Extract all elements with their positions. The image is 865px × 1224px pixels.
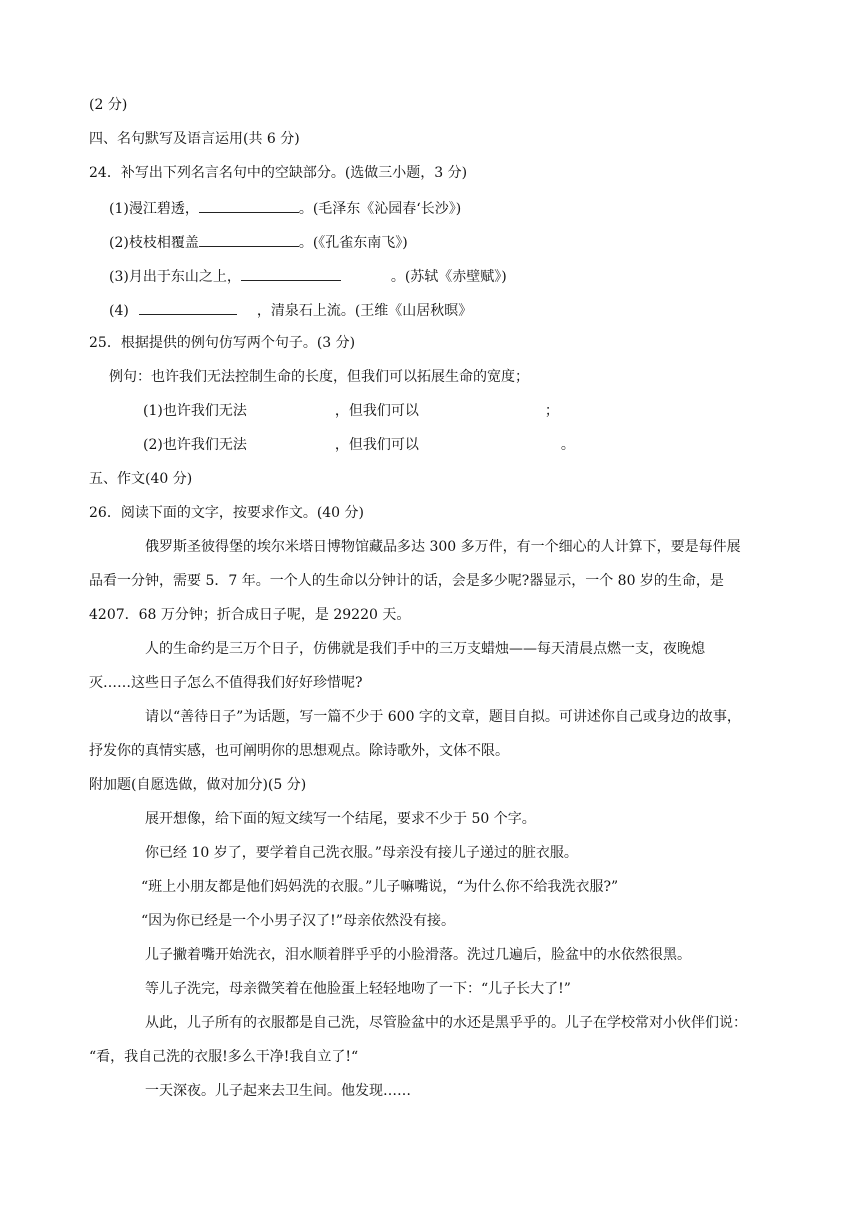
passage-line: 人的生命约是三万个日子，仿佛就是我们手中的三万支蜡烛——每天清晨点燃一支，夜晚熄 — [145, 641, 705, 657]
q25-item-1 — [143, 402, 559, 420]
q24-item-1 — [109, 198, 461, 218]
score-note: (2 分) — [89, 97, 128, 113]
q24-item-4-post: ，清泉石上流。(王维《山居秋暝》 — [256, 303, 473, 319]
story-line: “班上小朋友都是他们妈妈洗的衣服。”儿子嘛嘴说，“为什么你不给我洗衣服?” — [141, 879, 619, 895]
q24-item-3-post: 。(苏轼《赤壁赋》) — [390, 269, 507, 285]
story-line: 儿子撇着嘴开始洗衣，泪水顺着胖乎乎的小脸滑落。洗过几遍后，脸盆中的水依然很黑。 — [145, 947, 691, 963]
q25-item-2-b: ，但我们可以 — [334, 437, 419, 453]
q24-item-2 — [109, 232, 408, 252]
story-line: 从此，儿子所有的衣服都是自己洗，尽管脸盆中的水还是黑乎乎的。儿子在学校常对小伙伴们说： — [145, 1015, 747, 1031]
section-heading-4: 四、名句默写及语言运用(共 6 分) — [89, 131, 300, 147]
answer-blank[interactable] — [199, 232, 299, 247]
question-26: 26．阅读下面的文字，按要求作文。(40 分) — [89, 505, 365, 521]
passage-line: 品看一分钟，需要 5．7 年。一个人的生命以分钟计的话，会是多少呢?器显示，一个 80 岁的生命，是 — [89, 573, 724, 589]
q24-item-3 — [109, 266, 507, 286]
essay-prompt: 请以“善待日子”为话题，写一篇不少于 600 字的文章，题目自拟。可讲述你自己或身边的故事， — [145, 709, 741, 725]
q24-item-2-post: 。(《孔雀东南飞》) — [298, 235, 408, 251]
q25-item-2-a: (2)也许我们无法 — [143, 437, 247, 453]
essay-prompt: 抒发你的真情实感，也可阐明你的思想观点。除诗歌外，文体不限。 — [89, 743, 509, 759]
q25-item-1-b: ，但我们可以 — [334, 403, 419, 419]
q24-item-2-pre: (2)枝枝相覆盖 — [109, 235, 199, 251]
q25-item-1-a: (1)也许我们无法 — [143, 403, 247, 419]
passage-line: 灭……这些日子怎么不值得我们好好珍惜呢? — [89, 675, 363, 691]
example-sentence: 例句：也许我们无法控制生命的长度，但我们可以拓展生命的宽度； — [109, 369, 529, 385]
question-24: 24．补写出下列名言名句中的空缺部分。(选做三小题，3 分) — [89, 165, 468, 181]
q24-item-4 — [109, 300, 472, 320]
section-heading-5: 五、作文(40 分) — [89, 471, 193, 487]
story-line: 等儿子洗完，母亲微笑着在他脸蛋上轻轻地吻了一下：“儿子长大了!” — [145, 981, 571, 997]
passage-line: 4207．68 万分钟；折合成日子呢，是 29220 天。 — [89, 607, 411, 623]
q24-item-3-pre: (3)月出于东山之上， — [109, 269, 241, 285]
question-25: 25．根据提供的例句仿写两个句子。(3 分) — [89, 335, 356, 351]
story-line: “看，我自己洗的衣服!多么干净!我自立了!“ — [89, 1049, 359, 1065]
bonus-instruction: 展开想像，给下面的短文续写一个结尾，要求不少于 50 个字。 — [145, 811, 536, 827]
answer-blank[interactable] — [139, 300, 237, 315]
q24-item-4-pre: (4) — [109, 303, 129, 319]
q25-item-2-c: 。 — [560, 437, 575, 453]
q25-item-1-c: ； — [544, 403, 559, 419]
story-line: 你已经 10 岁了，要学着自己洗衣服。”母亲没有接儿子递过的脏衣服。 — [145, 845, 578, 861]
answer-blank[interactable] — [199, 198, 299, 213]
answer-blank[interactable] — [241, 266, 341, 281]
q24-item-1-post: 。(毛泽东《沁园春‘长沙》) — [298, 201, 462, 217]
q24-item-1-pre: (1)漫江碧透， — [109, 201, 199, 217]
bonus-heading: 附加题(自愿选做，做对加分)(5 分) — [89, 777, 307, 793]
q25-item-2 — [143, 436, 575, 454]
story-line: “因为你已经是一个小男子汉了!”母亲依然没有接。 — [141, 913, 455, 929]
passage-line: 俄罗斯圣彼得堡的埃尔米塔日博物馆藏品多达 300 多万件，有一个细心的人计算下，要是每件展 — [145, 539, 741, 555]
story-line: 一天深夜。儿子起来去卫生间。他发现…… — [145, 1083, 411, 1099]
